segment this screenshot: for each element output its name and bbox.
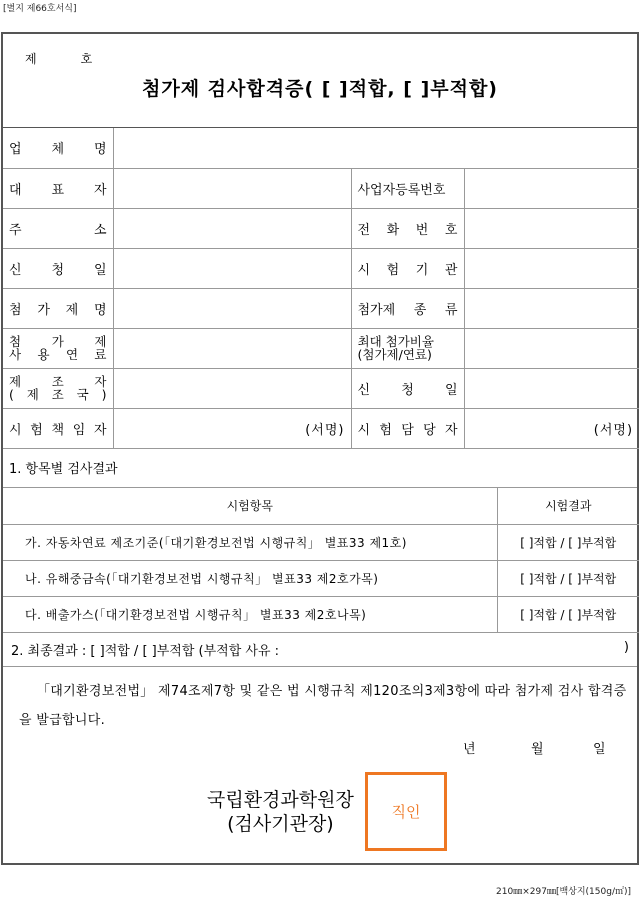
address-char: 주 [9,222,22,238]
apply-date-value[interactable] [113,248,351,288]
test-item: 나. 유해중금속(「대기환경보전법 시행규칙」 별표33 제2호가목) [3,560,497,596]
company-label-text [9,138,107,157]
additive-fuel-char: 첨 [9,334,22,349]
maker-label [3,368,113,408]
issuance-statement: 「대기환경보전법」 제74조제7항 및 같은 법 시행규칙 제120조의3제3항에 따라 첨가제 검사 합격증을 발급합니다. [19,684,627,728]
apply-date-char: 신 [9,262,22,278]
additive-fuel-label [3,328,113,368]
representative-label [3,168,113,208]
max-ratio-line-2: (첨가제/연료) [357,347,432,362]
test-result-checkbox[interactable]: [ ]적합 / [ ]부적합 [497,560,639,596]
address-value[interactable] [113,208,351,248]
max-ratio-value[interactable] [464,328,639,368]
additive-fuel-char: 사 [9,347,22,362]
table-row [3,524,639,560]
test-agency-label-text [358,259,458,278]
representative-label-text [9,179,107,198]
additive-name-char: 첨 [9,302,22,318]
address-char: 소 [93,222,107,238]
apply-date-2-label-text [358,379,458,398]
maker-char: ) [101,387,107,402]
additive-fuel-line-1 [9,335,107,348]
apply-date-2-label [351,368,464,408]
apply-date-label-text [9,259,107,278]
phone-char: 번 [415,222,429,238]
certificate-form [1,32,639,865]
additive-type-value[interactable] [464,288,639,328]
certificate-header [3,34,637,128]
test-results-table [3,488,639,633]
test-agency-label [351,248,464,288]
apply-date-2-value[interactable] [464,368,639,408]
company-char: 명 [93,142,107,158]
test-item: 다. 배출가스(「대기환경보전법 시행규칙」 별표33 제2호나목) [3,596,497,632]
maker-char: 자 [94,374,107,389]
additive-name-label-text [9,299,107,318]
maker-char: 국 [76,387,89,402]
document-number-suffix: 호 [80,52,93,66]
address-label [3,208,113,248]
address-label-text [9,219,107,238]
representative-char: 대 [9,182,22,198]
test-agency-char: 기 [415,262,429,278]
final-result-close: ) [623,640,629,655]
apply-date-2-char: 신 [357,382,371,398]
test-staff-signature[interactable]: (서명) [464,408,639,448]
test-manager-char: 험 [30,422,43,438]
test-manager-char: 임 [72,422,86,438]
biz-reg-no-label: 사업자등록번호 [351,168,464,208]
apply-date-label [3,248,113,288]
test-staff-char: 험 [379,422,392,438]
test-staff-label [351,408,464,448]
additive-type-label-text [358,299,458,318]
table-row [3,560,639,596]
additive-type-char: 종 [413,302,427,318]
additive-fuel-value[interactable] [113,328,351,368]
official-seal-label: 직인 [391,803,421,821]
maker-char: 제 [9,374,22,389]
issue-day: 일 [593,742,606,757]
document-number-prefix: 제 [25,52,37,66]
company-value[interactable] [113,128,639,168]
maker-char: ( [9,387,14,402]
test-manager-char: 책 [51,422,65,438]
test-staff-char: 자 [444,422,458,438]
phone-value[interactable] [464,208,639,248]
issue-month: 월 [531,742,544,757]
phone-char: 호 [444,222,458,238]
test-item: 가. 자동차연료 제조기준(「대기환경보전법 시행규칙」 별표33 제1호) [3,524,497,560]
form-number-label: [별지 제66호서식] [3,4,77,14]
test-staff-char: 담 [401,422,414,438]
additive-name-char: 가 [37,302,50,318]
additive-fuel-char: 연 [65,347,79,362]
phone-label-text [358,219,458,238]
test-manager-label [3,408,113,448]
additive-fuel-char: 가 [51,334,64,349]
biz-reg-no-value[interactable] [464,168,639,208]
maker-char: 조 [51,374,64,389]
issuer-title: 국립환경과학원장 [207,789,354,811]
issue-year: 년 [463,742,476,757]
test-agency-value[interactable] [464,248,639,288]
paper-spec-footer: 210㎜×297㎜[백상지(150g/㎡)] [496,887,631,897]
max-ratio-label [351,328,464,368]
apply-date-2-char: 일 [444,382,458,398]
test-manager-char: 시 [9,422,22,438]
phone-char: 전 [357,222,371,238]
maker-char: 조 [51,387,64,402]
applicant-info-table [3,128,639,449]
test-manager-char: 자 [93,422,107,438]
representative-char: 자 [93,182,107,198]
representative-value[interactable] [113,168,351,208]
additive-name-char: 제 [65,302,79,318]
additive-name-char: 명 [93,302,107,318]
additive-type-char: 류 [444,302,458,318]
certificate-title: 첨가제 검사합격증( [ ]적합, [ ]부적합) [142,78,498,100]
final-result-text: 2. 최종결과 : [ ]적합 / [ ]부적합 (부적합 사유 : [11,644,280,659]
issuer-name [207,788,354,836]
table-row [3,596,639,632]
test-manager-label-text [9,419,107,438]
maker-line-2 [9,388,107,401]
company-char: 체 [51,142,65,158]
additive-fuel-label-text [9,335,107,361]
company-char: 업 [9,142,22,158]
representative-char: 표 [51,182,65,198]
maker-value[interactable] [113,368,351,408]
additive-fuel-char: 제 [94,334,107,349]
section-item-results-heading: 1. 항목별 검사결과 [3,448,637,488]
maker-char: 제 [26,387,39,402]
test-item-column-header: 시험항목 [3,488,497,524]
test-staff-char: 시 [357,422,371,438]
test-manager-signature[interactable]: (서명) [113,408,351,448]
final-result-row[interactable] [3,631,637,667]
phone-char: 화 [386,222,400,238]
test-agency-char: 시 [357,262,371,278]
phone-label [351,208,464,248]
issuer-subtitle: (검사기관장) [227,813,334,835]
test-results-header-row [3,488,639,524]
test-agency-char: 험 [386,262,400,278]
maker-label-text [9,375,107,401]
max-ratio-line-1: 최대 첨가비율 [357,334,434,349]
test-result-checkbox[interactable]: [ ]적합 / [ ]부적합 [497,524,639,560]
apply-date-2-char: 청 [401,382,414,398]
apply-date-char: 청 [51,262,65,278]
additive-name-label [3,288,113,328]
additive-fuel-char: 료 [94,347,107,362]
additive-fuel-char: 용 [37,347,50,362]
test-agency-char: 관 [444,262,458,278]
additive-type-word: 첨가제 [357,302,396,318]
apply-date-char: 일 [93,262,107,278]
additive-name-value[interactable] [113,288,351,328]
document-number [25,50,92,67]
test-staff-label-text [358,419,458,438]
test-result-column-header: 시험결과 [497,488,639,524]
additive-fuel-line-2 [9,348,107,361]
test-result-checkbox[interactable]: [ ]적합 / [ ]부적합 [497,596,639,632]
max-ratio-label-text [358,335,458,361]
company-label [3,128,113,168]
test-staff-char: 당 [423,422,436,438]
official-seal-box [365,772,447,851]
additive-type-label [351,288,464,328]
